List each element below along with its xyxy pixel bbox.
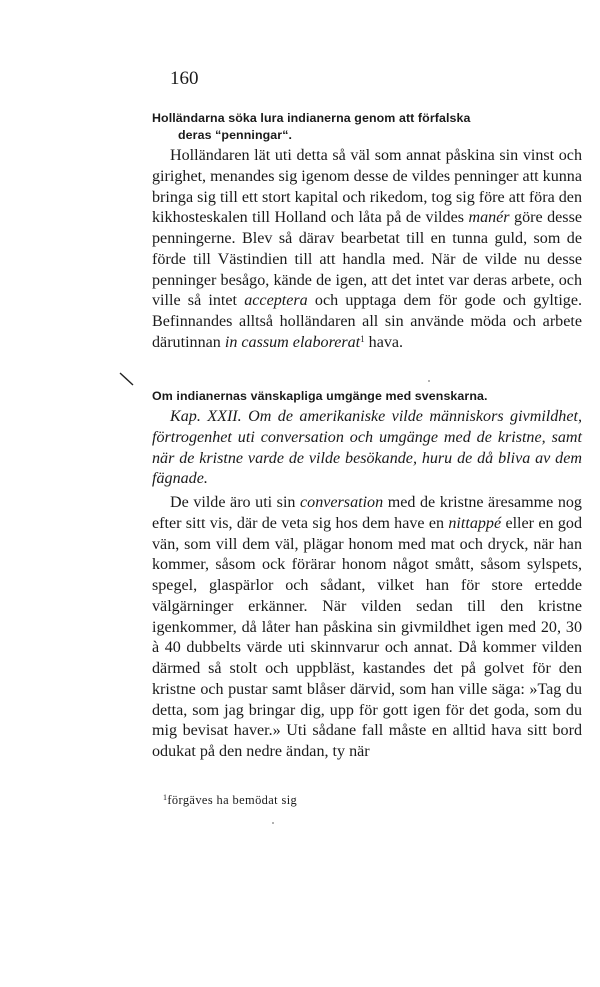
page-number: 160 — [170, 68, 199, 89]
paragraph-givmildhet — [152, 493, 582, 763]
body-text-2 — [152, 407, 582, 763]
paper-speck — [272, 822, 274, 824]
pencil-mark-icon — [118, 371, 136, 389]
p2-italic-nittappe: nittappé — [448, 514, 502, 532]
footnote-number: 1 — [163, 793, 168, 802]
p2-text-b: med de kristne äresamme nog efter sitt vis, där de veta sig hos dem have en — [152, 494, 582, 532]
p1-text-c: och upptaga dem för gode och gyltige. Befinnandes alltså holländaren all sin använde möda och arbete därutinnan — [152, 292, 583, 351]
section-heading-friendship: Om indianernas vänskapliga umgänge med svenskarna. — [152, 389, 488, 403]
p1-text-a: Holländaren lät uti detta så väl som annat påskina sin vinst och girighet, menandes sig igenom desse de vildes penninger att kunna bringa sig till ett stort kapital och rikedom, tog sig före att föra den kikhosteskalen till Holland och låta på de vildes — [152, 147, 582, 227]
p1-text-b: göre desse penningerne. Blev så därav bearbetat till en tunna guld, som de förde till Västindien till att handla med. När de vilde nu desse penninger besågo, kände de igen, att det intet var deras arbete, och ville så intet — [152, 209, 582, 310]
footnote-text: förgäves ha bemödat sig — [167, 793, 298, 807]
p1-italic-latin: in cassum elaborerat — [224, 333, 361, 351]
p1-text-d: hava. — [364, 333, 404, 351]
p2-text-c: eller en god vän, som vill dem väl, plägar honom med mat och dryck, när han kommer, såsom ock förärar honom något smått, såsom sylspets, spegel, glaspärlor och sådant, vilket han för store ertedde välgärninger erkänner. När vilden sedan till den kristne igenkommer, då låter han påskina sin givmildhet igen med 20, 30 à 40 dubbelts värde uti skinnvarur och annat. Då kommer vilden därmed så stolt och uppbläst, kastandes det på golvet för den kristne och pustar samt blåser därvid, som han ville säga: »Tag du detta, som jag bringar dig, upp för gott igen för det goda, som du mig bevisat haver.» Uti sådane fall måste en alltid hava sitt bord odukat på den nedre ändan, ty när — [152, 514, 582, 760]
heading-line-1: Holländarna söka lura indianerna genom att förfalska — [152, 111, 471, 125]
p2-italic-conversation: conversation — [300, 494, 384, 511]
body-text-1 — [152, 146, 582, 354]
paper-speck — [428, 380, 430, 382]
p2-text-a: De vilde äro uti sin — [170, 494, 301, 511]
footnote-reference: 1 — [360, 333, 365, 344]
paragraph-hollanders — [152, 146, 582, 354]
heading-line-2: deras “penningar“. — [178, 128, 293, 142]
p1-italic-acceptera: acceptera — [244, 292, 308, 310]
chapter-heading: Kap. XXII. Om de amerikaniske vilde människors givmildhet, förtrogenhet uti conversation och umgänge med de kristne, samt när de kristne varde de vilde besökande, huru de då bliva av dem fägnade. — [152, 408, 582, 488]
footnote — [163, 793, 297, 808]
section-heading-hollanders — [152, 110, 580, 144]
p1-italic-maner: manér — [468, 209, 510, 227]
